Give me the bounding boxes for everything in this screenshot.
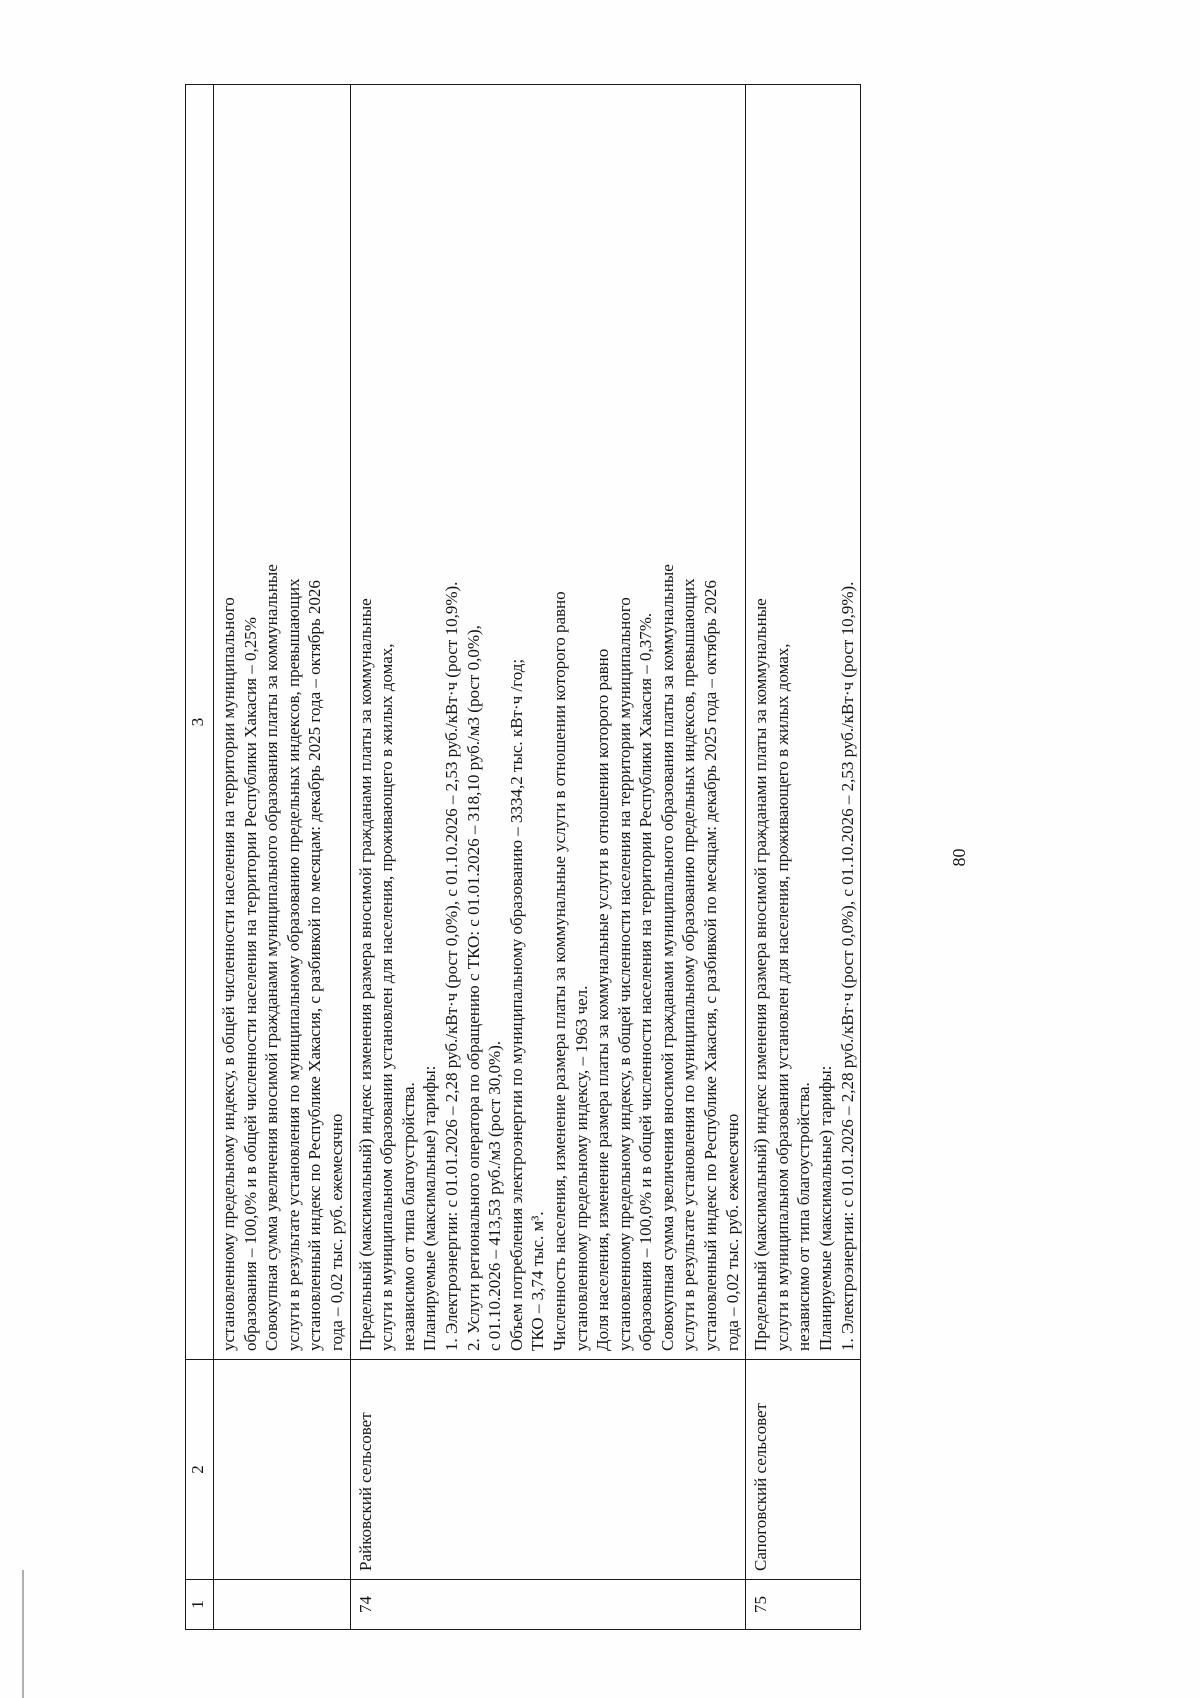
- description-line: Предельный (максимальный) индекс изменения размера вносимой гражданами платы за коммунальные: [751, 598, 771, 1351]
- row-number: 74: [350, 1580, 746, 1630]
- description-line: с 01.10.2026 – 413,53 руб./м3 (рост 30,0%).: [485, 1040, 505, 1351]
- row-number: [214, 1580, 351, 1630]
- description-line: Доля населения, изменение размера платы за коммунальные услуги в отношении которого равно: [593, 648, 613, 1351]
- description-line: услуги в муниципальном образовании установлен для населения, проживающего в жилых домах,: [377, 643, 397, 1351]
- header-cell-1: 1: [186, 1580, 214, 1630]
- header-cell-2: 2: [186, 1360, 214, 1580]
- description-line: независимо от типа благоустройства.: [794, 1082, 814, 1351]
- description-line: установленному предельному индексу, в общей численности населения на территории муниципального: [614, 597, 634, 1351]
- description-line: года – 0,02 тыс. руб. ежемесячно: [326, 1113, 346, 1351]
- tariff-table: [185, 84, 861, 1630]
- description-cell: [350, 85, 746, 1360]
- description-line: услуги в муниципальном образовании установлен для населения, проживающего в жилых домах,: [772, 643, 792, 1351]
- description-line: установленному предельному индексу, в общей численности населения на территории муниципального: [219, 597, 238, 1351]
- table-row: [350, 85, 746, 1630]
- municipality-name: Райковский сельсовет: [350, 1360, 746, 1580]
- description-cell: [214, 85, 351, 1360]
- description-line: Предельный (максимальный) индекс изменения размера вносимой гражданами платы за коммунальные: [355, 598, 375, 1351]
- description-line: 1. Электроэнергии: с 01.01.2026 – 2,28 руб./кВт·ч (рост 0,0%), с 01.10.2026 – 2,53 руб./кВт·ч (рост 10,9%).: [837, 581, 857, 1351]
- description-line: услуги в результате установления по муниципальному образованию предельных индексов, превышающих: [283, 578, 303, 1351]
- row-number: 75: [746, 1580, 861, 1630]
- description-line: установленный индекс по Республике Хакасия, с разбивкой по месяцам: декабрь 2025 года – октябрь 2026: [701, 580, 721, 1351]
- description-line: образования – 100,0% и в общей численности населения на территории Республики Хакасия – 0,25%: [240, 617, 260, 1351]
- description-line: установленный индекс по Республике Хакасия, с разбивкой по месяцам: декабрь 2025 года – октябрь 2026: [305, 580, 325, 1351]
- description-line: Объем потребления электроэнергии по муниципальному образованию – 3334,2 тыс. кВт·ч /год;: [506, 658, 526, 1351]
- description-line: Совокупная сумма увеличения вносимой гражданами муниципального образования платы за коммунальные: [262, 564, 282, 1351]
- description-line: Планируемые (максимальные) тарифы:: [816, 1065, 836, 1351]
- header-cell-3: 3: [186, 85, 214, 1360]
- description-line: Планируемые (максимальные) тарифы:: [420, 1065, 440, 1351]
- description-line: 1. Электроэнергии: с 01.01.2026 – 2,28 руб./кВт·ч (рост 0,0%), с 01.10.2026 – 2,53 руб./кВт·ч (рост 10,9%).: [441, 581, 461, 1351]
- municipality-name: [214, 1360, 351, 1580]
- table-row: [746, 85, 861, 1630]
- description-line: образования – 100,0% и в общей численности населения на территории Республики Хакасия – 0,37%.: [636, 612, 656, 1351]
- description-line: установленному предельному индексу, – 1963 чел.: [571, 985, 591, 1351]
- rotated-landscape-content: [185, 85, 969, 1630]
- table-header-row: [186, 85, 214, 1630]
- table-row: [214, 85, 351, 1630]
- scan-margin-line: [22, 1570, 24, 1698]
- description-line: 2. Услуги регионального оператора по обращению с ТКО: с 01.01.2026 – 318,10 руб./м3 (рост 0,0%),: [463, 625, 483, 1351]
- description-line: ТКО – 3,74 тыс. м³.: [528, 1211, 548, 1351]
- description-line: Численность населения, изменение размера платы за коммунальные услуги в отношении которого равно: [549, 591, 569, 1351]
- description-cell: [746, 85, 861, 1360]
- description-line: Совокупная сумма увеличения вносимой гражданами муниципального образования платы за коммунальные: [657, 564, 677, 1351]
- description-line: независимо от типа благоустройства.: [398, 1082, 418, 1351]
- description-line: года – 0,02 тыс. руб. ежемесячно: [722, 1113, 742, 1351]
- municipality-name: Сапоговский сельсовет: [746, 1360, 861, 1580]
- description-line: услуги в результате установления по муниципальному образованию предельных индексов, превышающих: [679, 578, 699, 1351]
- page-number: 80: [949, 848, 969, 867]
